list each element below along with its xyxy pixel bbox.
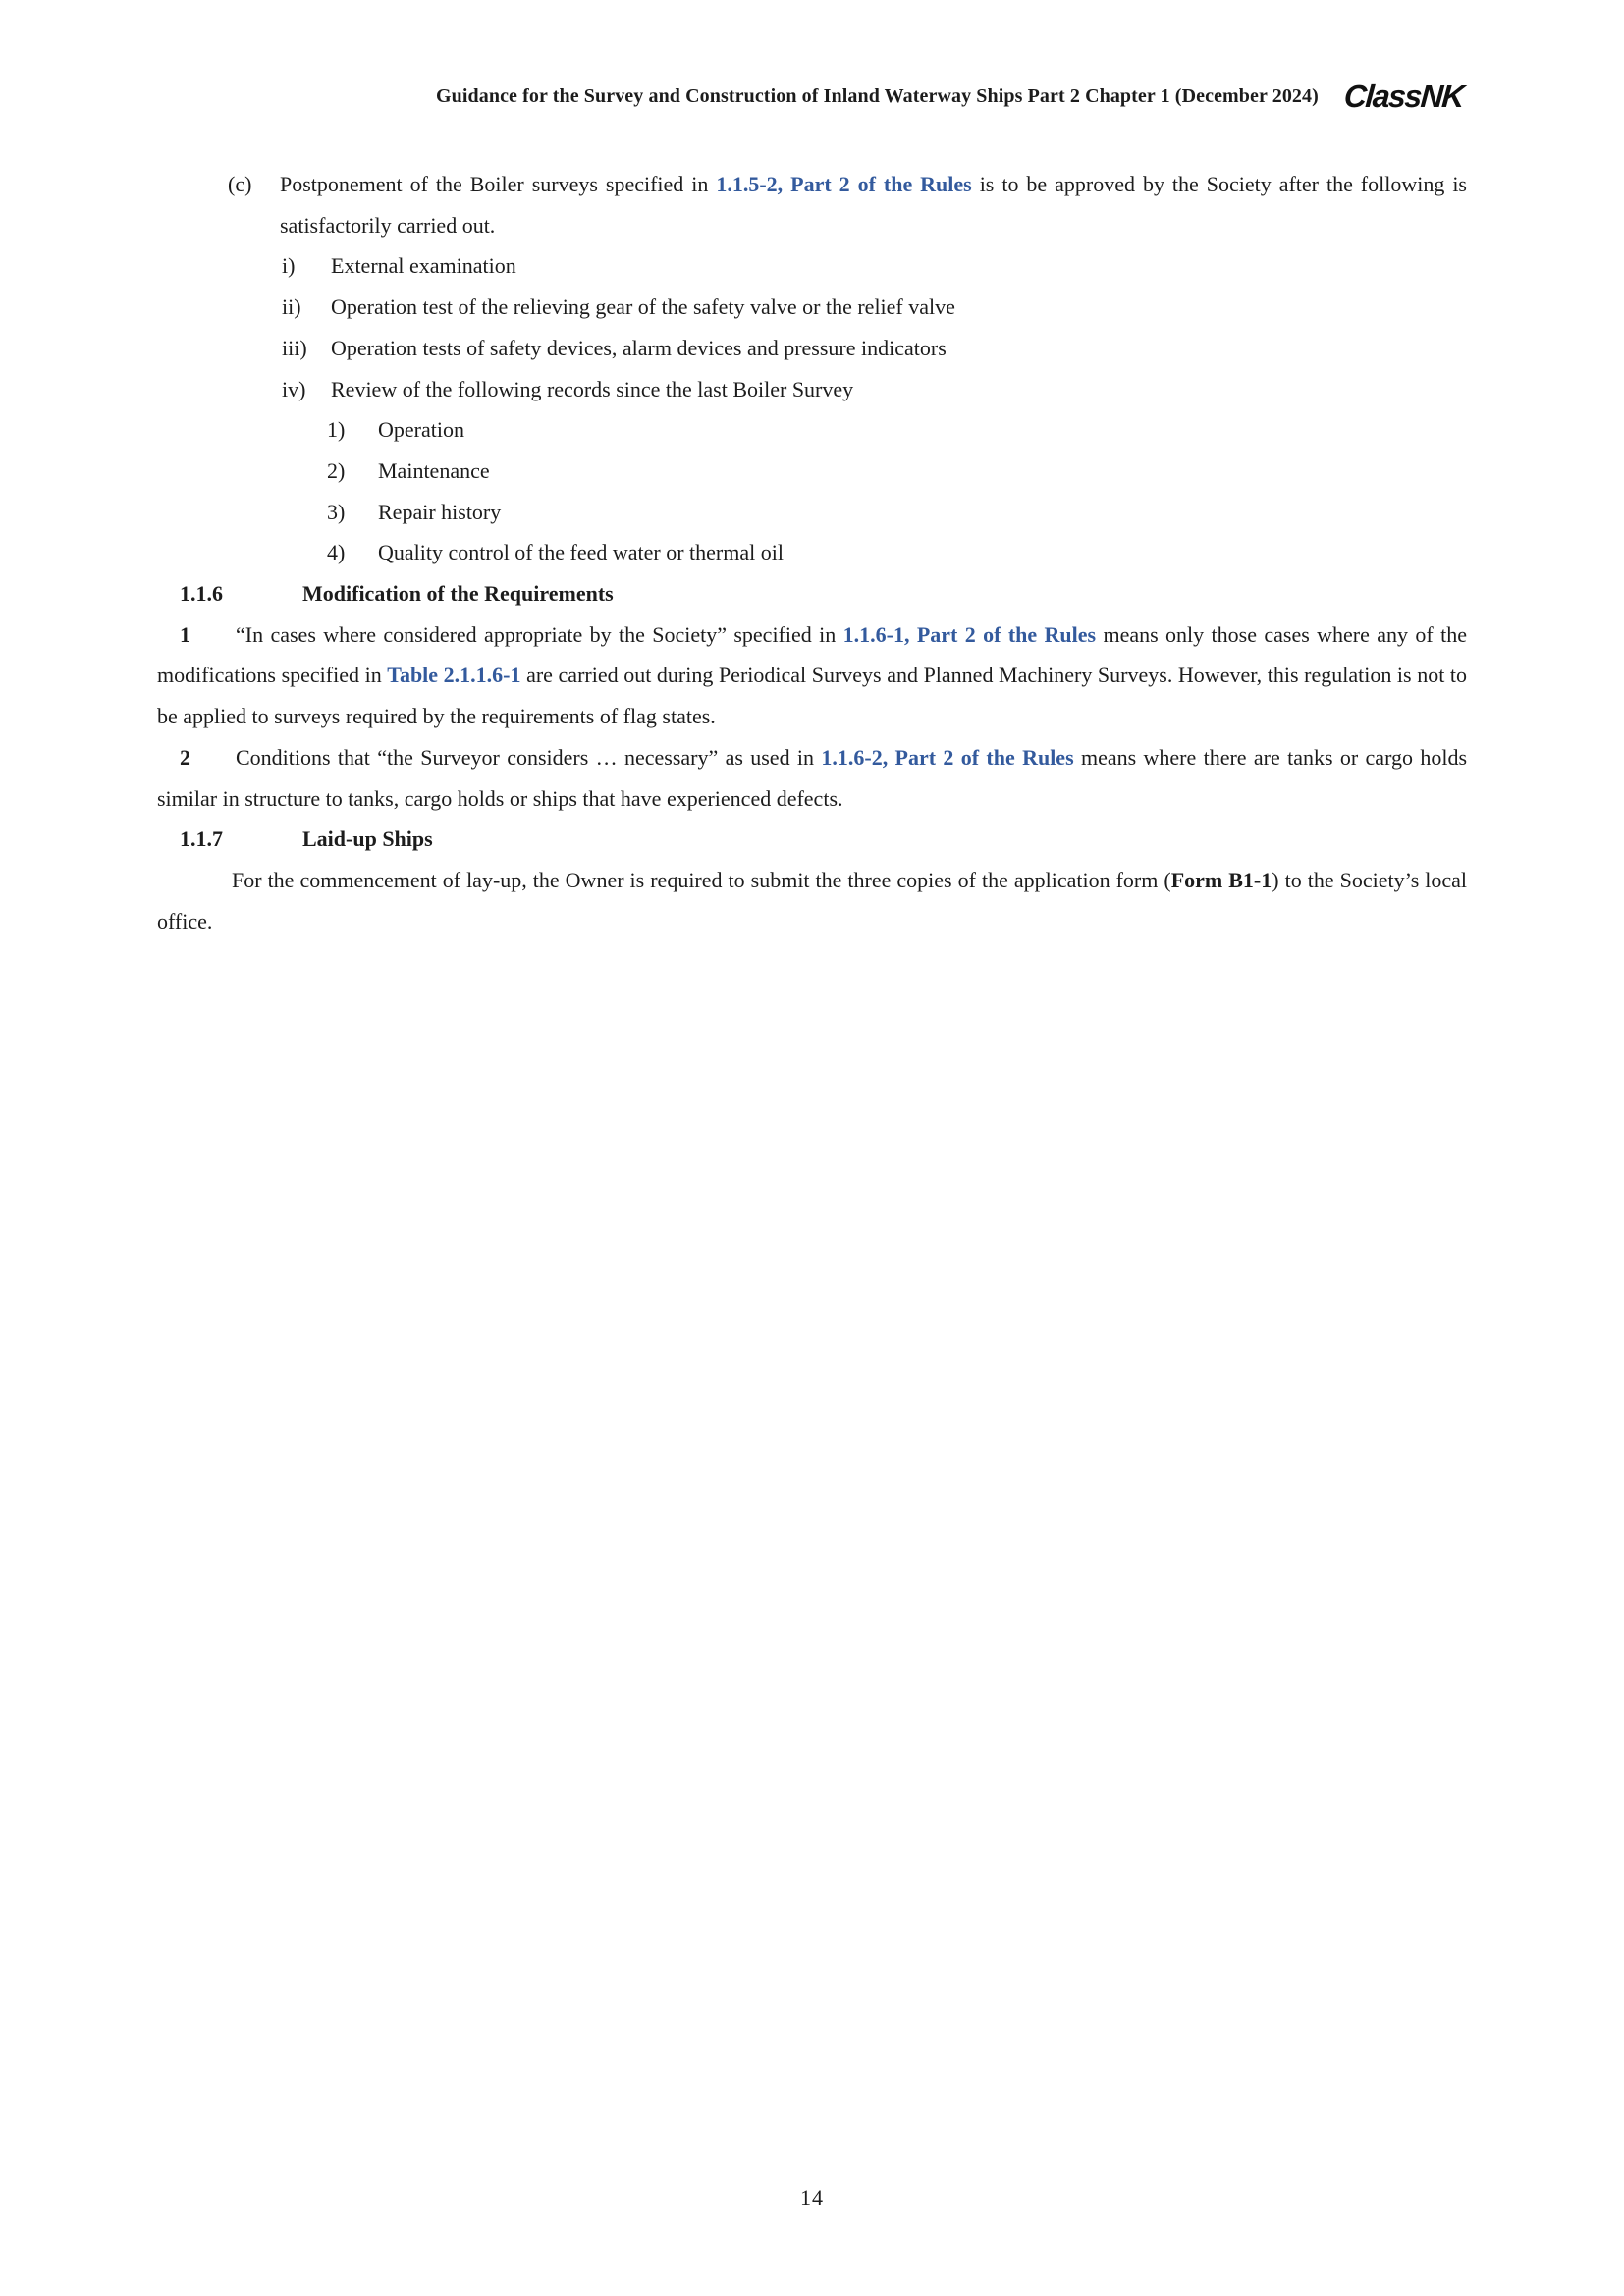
text-run: means where there are tanks or cargo holds similar in structure to tanks, cargo holds or ships that have experienced defects. [157,744,1468,811]
page-header [157,79,1467,114]
list-item-label: 3) [327,499,346,524]
list-item-roman-iii [157,328,1467,369]
page-number: 14 [800,2185,824,2210]
paragraph-text [157,745,1467,811]
section-title: Modification of the Requirements [302,581,614,607]
list-item-roman-iv [157,369,1467,410]
list-item-text: Quality control of the feed water or thermal oil [378,540,784,565]
text-run: “In cases where considered appropriate by the Society” specified in [236,621,843,647]
list-item-text: Review of the following records since the last Boiler Survey [331,376,854,401]
list-item-text: External examination [331,253,516,279]
text-run: Postponement of the Boiler surveys specified in [280,172,717,196]
header-title: Guidance for the Survey and Construction of Inland Waterway Ships Part 2 Chapter 1 (December 2024) [436,84,1319,107]
list-item-4 [157,532,1467,573]
list-item-text: Operation tests of safety devices, alarm devices and pressure indicators [331,335,947,360]
text-run: ) to the Society’s local office. [157,867,1468,934]
list-item-label: 2) [327,457,346,483]
paragraph-text [157,868,1467,934]
text-run: is to be approved by the Society after the following is satisfactorily carried out. [280,172,1467,238]
list-item-3 [157,492,1467,533]
paragraph-text [157,622,1467,728]
rules-reference-link[interactable]: 1.1.5-2, Part 2 of the Rules [716,172,972,196]
rules-reference-link[interactable]: 1.1.6-1, Part 2 of the Rules [842,621,1097,647]
paragraph-laid-up [157,860,1467,941]
text-run: Conditions that “the Surveyor considers … necessary” as used in [236,744,822,770]
list-item-label: 1) [327,417,346,443]
classnk-logo: ClassNK [1342,79,1465,114]
list-item-c [157,164,1467,245]
list-item-label: ii) [282,294,301,320]
list-item-label: iii) [282,335,307,360]
list-item-text: Operation [378,417,464,443]
text-run: means only those cases where any of the modifications specified in [157,621,1467,688]
list-item-c-label: (c) [228,172,252,196]
section-number: 1.1.6 [180,581,223,607]
list-item-label: i) [282,253,296,279]
text-run: are carried out during Periodical Surveys and Planned Machinery Surveys. However, this regulation is not to be applied to surveys required by the requirements of flag states. [157,663,1468,729]
rules-reference-link[interactable]: 1.1.6-2, Part 2 of the Rules [821,744,1074,770]
rules-reference-link[interactable]: Table 2.1.1.6-1 [387,663,521,688]
section-heading-1-1-7 [157,819,1467,860]
list-item-text: Repair history [378,499,502,524]
section-title: Laid-up Ships [302,827,433,852]
list-item-text: Maintenance [378,457,490,483]
bold-text: Form B1-1 [1170,867,1272,892]
list-item-label: 4) [327,540,346,565]
paragraph-2 [157,737,1467,819]
page-body [157,164,1467,941]
section-heading-1-1-6 [157,573,1467,614]
list-item-text: Operation test of the relieving gear of the safety valve or the relief valve [331,294,955,320]
section-number: 1.1.7 [180,827,223,852]
list-item-1 [157,409,1467,451]
paragraph-1 [157,614,1467,737]
paragraph-number: 1 [180,621,190,647]
text-run: For the commencement of lay-up, the Owner is required to submit the three copies of the application form ( [232,867,1171,892]
list-item-2 [157,451,1467,492]
list-item-c-text [280,172,1467,238]
paragraph-number: 2 [180,744,190,770]
list-item-roman-i [157,245,1467,287]
list-item-label: iv) [282,376,306,401]
list-item-roman-ii [157,287,1467,328]
